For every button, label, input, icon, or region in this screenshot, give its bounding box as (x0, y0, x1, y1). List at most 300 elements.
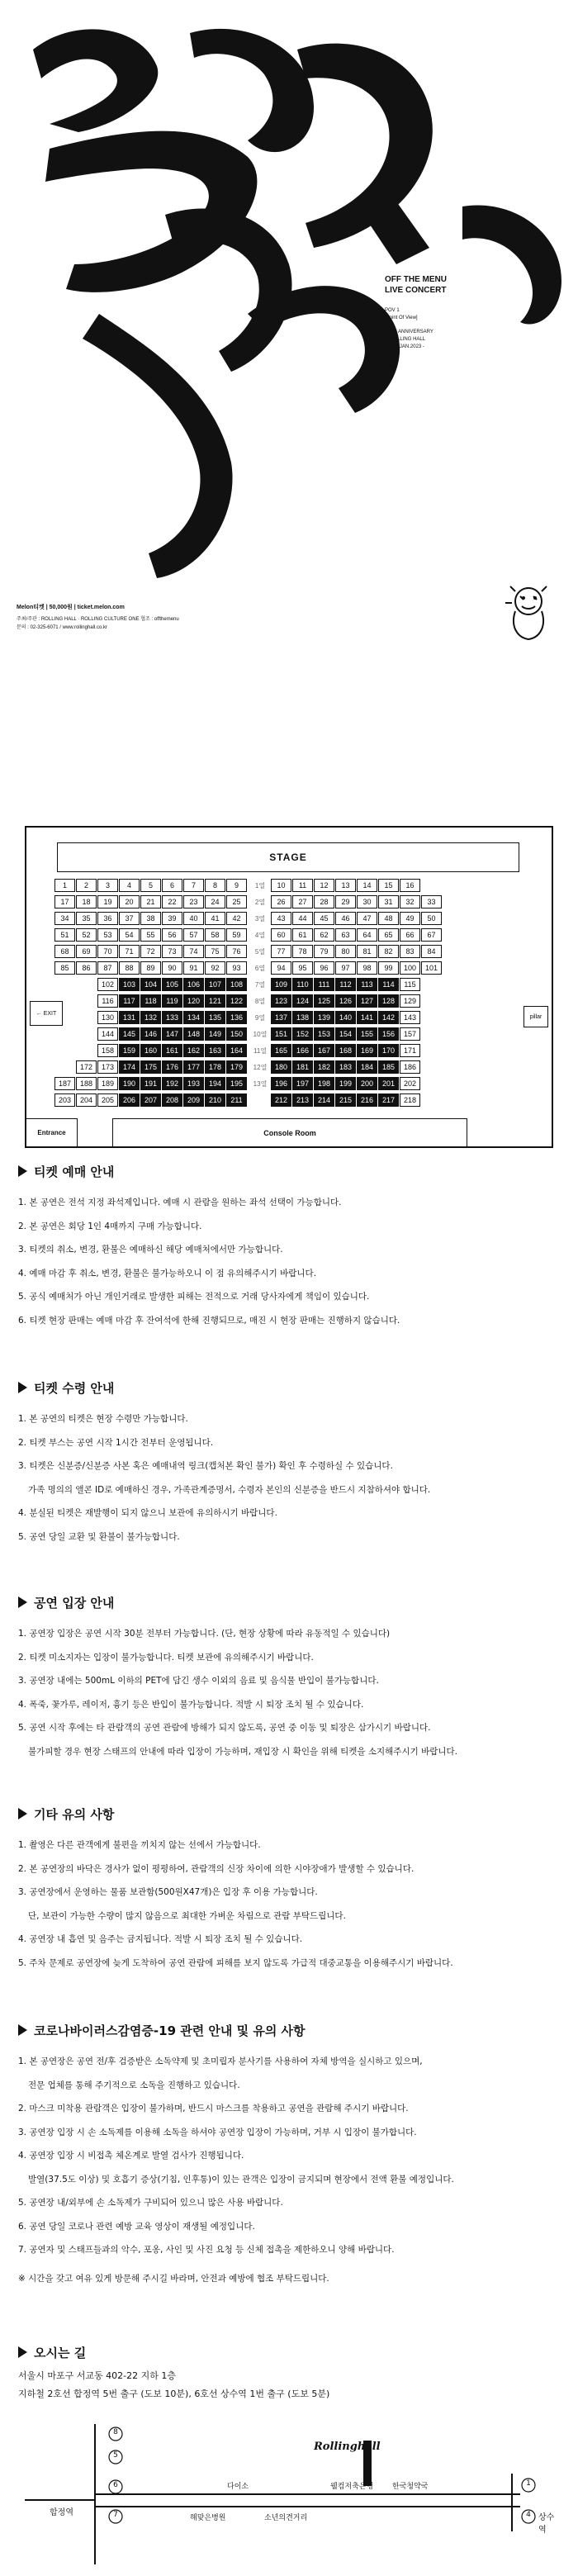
seat: 205 (97, 1093, 118, 1107)
seat: 135 (205, 1011, 225, 1024)
list-item: 5. 공연장 내/외부에 손 소독제가 구비되어 있으니 많은 사용 바랍니다. (18, 2198, 283, 2208)
seat: 196 (271, 1077, 291, 1090)
credits-organizer-line: 주최/주관 : ROLLING HALL · ROLLING CULTURE ONE 협조 : offthemenu (17, 617, 179, 622)
seat: 170 (378, 1044, 399, 1057)
seat: 9 (226, 879, 247, 892)
section-directions-title-text: 오시는 길 (34, 2346, 87, 2360)
seat: 162 (183, 1044, 204, 1057)
seat: 197 (292, 1077, 313, 1090)
hero-title-line2: LIVE CONCERT (385, 286, 447, 295)
location-map (17, 2424, 561, 2564)
triangle-bullet-icon (18, 1165, 27, 1177)
seat: 65 (378, 928, 399, 942)
seat: 81 (357, 945, 377, 958)
seat: 128 (378, 994, 399, 1008)
seat: 85 (54, 961, 75, 975)
seat: 104 (140, 978, 161, 991)
seat: 123 (271, 994, 291, 1008)
seat: 133 (162, 1011, 182, 1024)
seat: 145 (119, 1027, 140, 1041)
seat: 117 (119, 994, 140, 1008)
section-booking-title (18, 1163, 563, 1181)
seat: 67 (421, 928, 442, 942)
landmark-hospital: 해맞은병원 (190, 2514, 226, 2522)
seat: 93 (226, 961, 247, 975)
seat: 107 (205, 978, 225, 991)
list-item: 1. 촬영은 다른 관객에게 불편을 끼치지 않는 선에서 가능합니다. (18, 1840, 261, 1850)
exit-marker: ← EXIT (30, 1001, 63, 1026)
seat: 114 (378, 978, 399, 991)
seat: 132 (140, 1011, 161, 1024)
seat: 14 (357, 879, 377, 892)
seat: 80 (335, 945, 356, 958)
seat: 98 (357, 961, 377, 975)
seat: 50 (421, 912, 442, 925)
seat: 110 (292, 978, 313, 991)
seat: 30 (357, 895, 377, 908)
seat: 3 (97, 879, 118, 892)
seat: 152 (292, 1027, 313, 1041)
seat: 32 (400, 895, 420, 908)
seat: 140 (335, 1011, 356, 1024)
seat: 83 (400, 945, 420, 958)
seat: 143 (400, 1011, 420, 1024)
seat: 151 (271, 1027, 291, 1041)
row-label: 8열 (254, 998, 266, 1005)
seat: 119 (162, 994, 182, 1008)
row-label: 9열 (254, 1014, 266, 1022)
list-item: 2. 마스크 미착용 관람객은 입장이 불가하며, 반드시 마스크를 착용하고 공연을 관람해 주시기 바랍니다. (18, 2104, 409, 2113)
street-map-graphic (17, 2424, 561, 2564)
seat: 34 (54, 912, 75, 925)
section-entry-title (18, 1594, 563, 1612)
hero-sub-line1: POV 1 (385, 308, 400, 313)
seat: 4 (119, 879, 140, 892)
seat: 203 (54, 1093, 75, 1107)
seat: 193 (183, 1077, 204, 1090)
seat: 79 (314, 945, 334, 958)
seat: 111 (314, 978, 334, 991)
seat: 209 (183, 1093, 204, 1107)
seat-map (25, 826, 553, 1148)
seat: 214 (314, 1093, 334, 1107)
list-item: 5. 주차 문제로 공연장에 늦게 도착하여 공연 관람에 피해를 보지 않도록 가급적 대중교통을 이용해주시기 바랍니다. (18, 1957, 453, 1968)
list-item: 1. 본 공연장은 공연 전/후 검증받은 소독약제 및 초미립자 분사기를 사용하여 자체 방역을 실시하고 있으며, (18, 2057, 423, 2066)
seat: 155 (357, 1027, 377, 1041)
seat: 194 (205, 1077, 225, 1090)
row-label: 1열 (254, 882, 266, 890)
seat: 207 (140, 1093, 161, 1107)
seat: 149 (205, 1027, 225, 1041)
seat: 134 (183, 1011, 204, 1024)
list-item: 6. 공연 당일 코로나 관련 예방 교육 영상이 재생될 예정입니다. (18, 2221, 255, 2232)
entrance-area: Entrance (26, 1118, 78, 1146)
seat: 84 (421, 945, 442, 958)
seat: 94 (271, 961, 291, 975)
seat: 47 (357, 912, 377, 925)
seat: 41 (205, 912, 225, 925)
section-covid-title-text: 코로나바이러스감염증-19 관련 안내 및 유의 사항 (34, 2023, 306, 2038)
seat: 138 (292, 1011, 313, 1024)
section-directions-title (18, 2344, 563, 2362)
seat: 27 (292, 895, 313, 908)
seat: 198 (314, 1077, 334, 1090)
exit-number: 8 (113, 2428, 118, 2436)
seat: 142 (378, 1011, 399, 1024)
seat: 88 (119, 961, 140, 975)
seat: 210 (205, 1093, 225, 1107)
mascot-icon (499, 578, 558, 644)
seat: 23 (183, 895, 204, 908)
exit-number: 6 (113, 2481, 118, 2489)
seat: 20 (119, 895, 140, 908)
seat: 96 (314, 961, 334, 975)
seat: 77 (271, 945, 291, 958)
section-etc (18, 1805, 563, 1975)
seat: 78 (292, 945, 313, 958)
row-label: 7열 (254, 981, 266, 989)
seat: 195 (226, 1077, 247, 1090)
seat: 16 (400, 879, 420, 892)
seat: 157 (400, 1027, 420, 1041)
list-item: 1. 본 공연의 티켓은 현장 수령만 가능합니다. (18, 1414, 188, 1424)
seat: 185 (378, 1060, 399, 1074)
seat: 95 (292, 961, 313, 975)
seat: 70 (97, 945, 118, 958)
list-item: 2. 본 공연은 회당 1인 4매까지 구매 가능합니다. (18, 1221, 202, 1231)
seat: 109 (271, 978, 291, 991)
seat: 13 (335, 879, 356, 892)
seat: 48 (378, 912, 399, 925)
seat: 24 (205, 895, 225, 908)
list-item: 5. 공연 시작 후에는 타 관람객의 공연 관람에 방해가 되지 않도록, 공연 중 이동 및 퇴장은 삼가시기 바랍니다. (18, 1723, 431, 1733)
seat: 31 (378, 895, 399, 908)
row-label: 4열 (254, 932, 266, 939)
seat: 2 (76, 879, 97, 892)
seat: 113 (357, 978, 377, 991)
list-item: 4. 폭죽, 꽃가루, 레이저, 흉기 등은 반입이 불가능합니다. 적발 시 퇴장 조치 될 수 있습니다. (18, 1699, 364, 1710)
seat: 129 (400, 994, 420, 1008)
seat: 160 (140, 1044, 161, 1057)
hero-info-line3: SEP.8 JAN.2023 - (385, 344, 424, 349)
list-item: 가족 명의의 앨콘 ID로 예매하신 경우, 가족관계증명서, 수령자 본인의 신분증을 반드시 지참하셔야 합니다. (28, 1484, 431, 1495)
seat: 165 (271, 1044, 291, 1057)
seat: 18 (76, 895, 97, 908)
list-item: 3. 공연장 입장 시 손 소독제를 이용해 소독을 하셔야 공연장 입장이 가능하며, 거부 시 입장이 불가합니다. (18, 2127, 417, 2137)
seat: 7 (183, 879, 204, 892)
seat: 201 (378, 1077, 399, 1090)
seat: 75 (205, 945, 225, 958)
seat: 64 (357, 928, 377, 942)
seat: 90 (162, 961, 182, 975)
seat: 101 (421, 961, 442, 975)
seat: 17 (54, 895, 75, 908)
seat: 122 (226, 994, 247, 1008)
seat: 62 (314, 928, 334, 942)
seat: 150 (226, 1027, 247, 1041)
seat: 82 (378, 945, 399, 958)
seat: 6 (162, 879, 182, 892)
rollinghall-label: Rollinghall (314, 2441, 381, 2453)
exit-number: 1 (526, 2479, 531, 2488)
list-item: 3. 공연장에서 운영하는 물품 보관함(500원X47개)은 입장 후 이용 가능합니다. (18, 1887, 318, 1897)
seat: 39 (162, 912, 182, 925)
section-etc-title (18, 1805, 563, 1824)
seat: 146 (140, 1027, 161, 1041)
list-item: 3. 티켓의 취소, 변경, 환불은 예매하신 해당 예매처에서만 가능합니다. (18, 1245, 283, 1255)
seat: 218 (400, 1093, 420, 1107)
list-item: 불가피할 경우 현장 스태프의 안내에 따라 입장이 가능하며, 재입장 시 확인을 위해 티켓을 소지해주시기 바랍니다. (28, 1746, 457, 1757)
section-covid (18, 2022, 563, 2290)
seat: 190 (119, 1077, 140, 1090)
row-label: 3열 (254, 915, 266, 923)
seat: 156 (378, 1027, 399, 1041)
list-item: 3. 티켓은 신분증/신분증 사본 혹은 예매내역 링크(캡처본 확인 불가) 확인 후 수령하실 수 있습니다. (18, 1461, 393, 1471)
seat: 141 (357, 1011, 377, 1024)
seat: 178 (205, 1060, 225, 1074)
seat: 10 (271, 879, 291, 892)
seat: 179 (226, 1060, 247, 1074)
seat: 204 (76, 1093, 97, 1107)
seat: 177 (183, 1060, 204, 1074)
seat: 42 (226, 912, 247, 925)
list-item: 1. 공연장 입장은 공연 시작 30분 전부터 가능합니다. (단, 현장 상황에 따라 유동적일 수 있습니다) (18, 1629, 391, 1639)
seat: 163 (205, 1044, 225, 1057)
list-item: 2. 티켓 부스는 공연 시작 1시간 전부터 운영됩니다. (18, 1437, 214, 1448)
seat: 100 (400, 961, 420, 975)
section-entry (18, 1594, 563, 1763)
seat: 45 (314, 912, 334, 925)
seat: 118 (140, 994, 161, 1008)
seat: 144 (97, 1027, 118, 1041)
seat: 51 (54, 928, 75, 942)
section-entry-title-text: 공연 입장 안내 (34, 1596, 115, 1611)
seat: 89 (140, 961, 161, 975)
triangle-bullet-icon (18, 1382, 27, 1393)
section-pickup-title (18, 1379, 563, 1397)
list-item: 1. 본 공연은 전석 지정 좌석제입니다. 예매 시 관람을 원하는 좌석 선택이 가능합니다. (18, 1198, 342, 1207)
hero-info-line1: 28TH ANNIVERSARY (385, 330, 434, 334)
seat: 121 (205, 994, 225, 1008)
hero-artwork (0, 0, 578, 595)
station-sangsu: 상수역 (538, 2513, 555, 2535)
list-item: 3. 공연장 내에는 500mL 이하의 PET에 담긴 생수 이외의 음료 및 음식물 반입이 불가능합니다. (18, 1676, 379, 1686)
seat: 71 (119, 945, 140, 958)
seat: 103 (119, 978, 140, 991)
seat: 56 (162, 928, 182, 942)
seat: 147 (162, 1027, 182, 1041)
landmark-daiso: 다이소 (227, 2483, 249, 2491)
list-item: 4. 공연장 내 흡연 및 음주는 금지됩니다. 적발 시 퇴장 조치 될 수 있습니다. (18, 1934, 303, 1944)
seat: 127 (357, 994, 377, 1008)
triangle-bullet-icon (18, 2346, 27, 2358)
seat: 181 (292, 1060, 313, 1074)
seat: 130 (97, 1011, 118, 1024)
seat: 137 (271, 1011, 291, 1024)
seat: 73 (162, 945, 182, 958)
section-booking-title-text: 티켓 예매 안내 (34, 1165, 115, 1179)
seat: 154 (335, 1027, 356, 1041)
landmark-store: 소년의견거리 (264, 2514, 308, 2522)
seat: 115 (400, 978, 420, 991)
seat: 212 (271, 1093, 291, 1107)
seat: 97 (335, 961, 356, 975)
section-etc-title-text: 기타 유의 사항 (34, 1807, 115, 1822)
seat: 166 (292, 1044, 313, 1057)
list-item: 전문 업체를 통해 주기적으로 소독을 진행하고 있습니다. (28, 2080, 240, 2090)
seat: 116 (97, 994, 118, 1008)
subway-text: 지하철 2호선 합정역 5번 출구 (도보 10분), 6호선 상수역 1번 출구 (도보 5분) (18, 2389, 330, 2399)
seat: 46 (335, 912, 356, 925)
seat: 38 (140, 912, 161, 925)
list-item: 2. 티켓 미소지자는 입장이 불가능합니다. 티켓 보관에 유의해주시기 바랍니다. (18, 1652, 314, 1663)
seat: 175 (140, 1060, 161, 1074)
triangle-bullet-icon (18, 1596, 27, 1608)
list-item: ※ 시간을 갖고 여유 있게 방문해 주시길 바라며, 안전과 예방에 협조 부탁드립니다. (18, 2273, 329, 2284)
seat: 105 (162, 978, 182, 991)
seat: 126 (335, 994, 356, 1008)
seat: 55 (140, 928, 161, 942)
seat: 169 (357, 1044, 377, 1057)
seat: 49 (400, 912, 420, 925)
seat: 189 (97, 1077, 118, 1090)
seat: 148 (183, 1027, 204, 1041)
seat: 35 (76, 912, 97, 925)
seat: 63 (335, 928, 356, 942)
seat: 66 (400, 928, 420, 942)
seat: 22 (162, 895, 182, 908)
seat: 58 (205, 928, 225, 942)
credits-block (17, 603, 479, 632)
list-item: 5. 공연 당일 교환 및 환불이 불가능합니다. (18, 1531, 180, 1542)
row-label: 12열 (253, 1064, 268, 1071)
seat: 202 (400, 1077, 420, 1090)
list-item: 7. 공연자 및 스태프들과의 악수, 포옹, 사인 및 사진 요청 등 신체 접촉을 제한하오니 양해 바랍니다. (18, 2245, 395, 2255)
seat: 192 (162, 1077, 182, 1090)
seat: 1 (54, 879, 75, 892)
hero-title-line1: OFF THE MENU (385, 275, 447, 284)
seat: 131 (119, 1011, 140, 1024)
seat: 43 (271, 912, 291, 925)
seat: 112 (335, 978, 356, 991)
row-label: 10열 (253, 1031, 268, 1038)
seat: 158 (97, 1044, 118, 1057)
section-pickup (18, 1379, 563, 1549)
seat: 40 (183, 912, 204, 925)
seat: 5 (140, 879, 161, 892)
seat: 136 (226, 1011, 247, 1024)
exit-number: 4 (526, 2511, 531, 2519)
seat: 59 (226, 928, 247, 942)
section-covid-title (18, 2022, 563, 2040)
seat: 11 (292, 879, 313, 892)
seat: 92 (205, 961, 225, 975)
seat: 174 (119, 1060, 140, 1074)
seat: 173 (97, 1060, 118, 1074)
landmark-pharmacy: 한국청약국 (392, 2483, 429, 2491)
list-item: 단, 보관이 가능한 수량이 많지 않음으로 최대한 가벼운 차림으로 관람 부탁드립니다. (28, 1910, 346, 1921)
seat: 172 (76, 1060, 97, 1074)
seat: 52 (76, 928, 97, 942)
list-item: 발열(37.5도 이상) 및 호흡기 증상(기침, 인후통)이 있는 관객은 입장이 금지되며 현장에서 전액 환불 예정입니다. (28, 2174, 454, 2185)
seat: 139 (314, 1011, 334, 1024)
stage-area: STAGE (57, 842, 519, 872)
seat: 216 (357, 1093, 377, 1107)
seat: 8 (205, 879, 225, 892)
seat: 19 (97, 895, 118, 908)
seat: 191 (140, 1077, 161, 1090)
seat: 213 (292, 1093, 313, 1107)
list-item: 5. 공식 예매처가 아닌 개인거래로 발생한 피해는 전적으로 거래 당사자에게 책임이 있습니다. (18, 1292, 370, 1302)
seat: 26 (271, 895, 291, 908)
seat: 36 (97, 912, 118, 925)
seat: 120 (183, 994, 204, 1008)
seat: 200 (357, 1077, 377, 1090)
seat: 72 (140, 945, 161, 958)
triangle-bullet-icon (18, 2024, 27, 2036)
list-item: 2. 본 공연장의 바닥은 경사가 없이 평평하여, 관람객의 신장 차이에 의한 시야장애가 발생할 수 있습니다. (18, 1863, 415, 1874)
seat: 33 (421, 895, 442, 908)
landmark-bank: 웰컴저축은행 (330, 2483, 374, 2491)
seat: 91 (183, 961, 204, 975)
row-label: 11열 (253, 1047, 268, 1055)
list-item: 4. 분실된 티켓은 재발행이 되지 않으니 보관에 유의하시기 바랍니다. (18, 1508, 277, 1518)
seat: 187 (54, 1077, 75, 1090)
station-hapjeong: 합정역 (50, 2508, 73, 2517)
seat: 21 (140, 895, 161, 908)
seat: 106 (183, 978, 204, 991)
seat: 29 (335, 895, 356, 908)
seat: 44 (292, 912, 313, 925)
seat: 53 (97, 928, 118, 942)
seat: 183 (335, 1060, 356, 1074)
section-booking (18, 1163, 563, 1332)
row-label: 13열 (253, 1080, 268, 1088)
seat: 188 (76, 1077, 97, 1090)
seat: 124 (292, 994, 313, 1008)
credits-ticket-line: Melon티켓 | 50,000원 | ticket.melon.com (17, 605, 125, 610)
seat: 74 (183, 945, 204, 958)
hero-sub-line2: [Point Of View] (385, 315, 418, 320)
seat: 182 (314, 1060, 334, 1074)
seat: 57 (183, 928, 204, 942)
seat: 28 (314, 895, 334, 908)
seat: 25 (226, 895, 247, 908)
seat: 61 (292, 928, 313, 942)
list-item: 4. 예매 마감 후 취소, 변경, 환불은 불가능하오니 이 점 유의해주시기 바랍니다. (18, 1268, 317, 1279)
section-directions (18, 2344, 563, 2403)
row-label: 5열 (254, 948, 266, 956)
seat: 102 (97, 978, 118, 991)
seat: 76 (226, 945, 247, 958)
seat: 125 (314, 994, 334, 1008)
seat: 215 (335, 1093, 356, 1107)
row-label: 6열 (254, 965, 266, 972)
seat: 180 (271, 1060, 291, 1074)
address-text: 서울시 마포구 서교동 402-22 지하 1층 (18, 2370, 176, 2381)
seat: 217 (378, 1093, 399, 1107)
seat: 161 (162, 1044, 182, 1057)
console-room: Console Room (112, 1118, 467, 1146)
seat: 153 (314, 1027, 334, 1041)
seat: 86 (76, 961, 97, 975)
seat: 171 (400, 1044, 420, 1057)
seat: 68 (54, 945, 75, 958)
seat: 37 (119, 912, 140, 925)
hero-info-line2: @ROLLING HALL (385, 337, 426, 342)
triangle-bullet-icon (18, 1808, 27, 1819)
hero-text-block (385, 274, 550, 351)
